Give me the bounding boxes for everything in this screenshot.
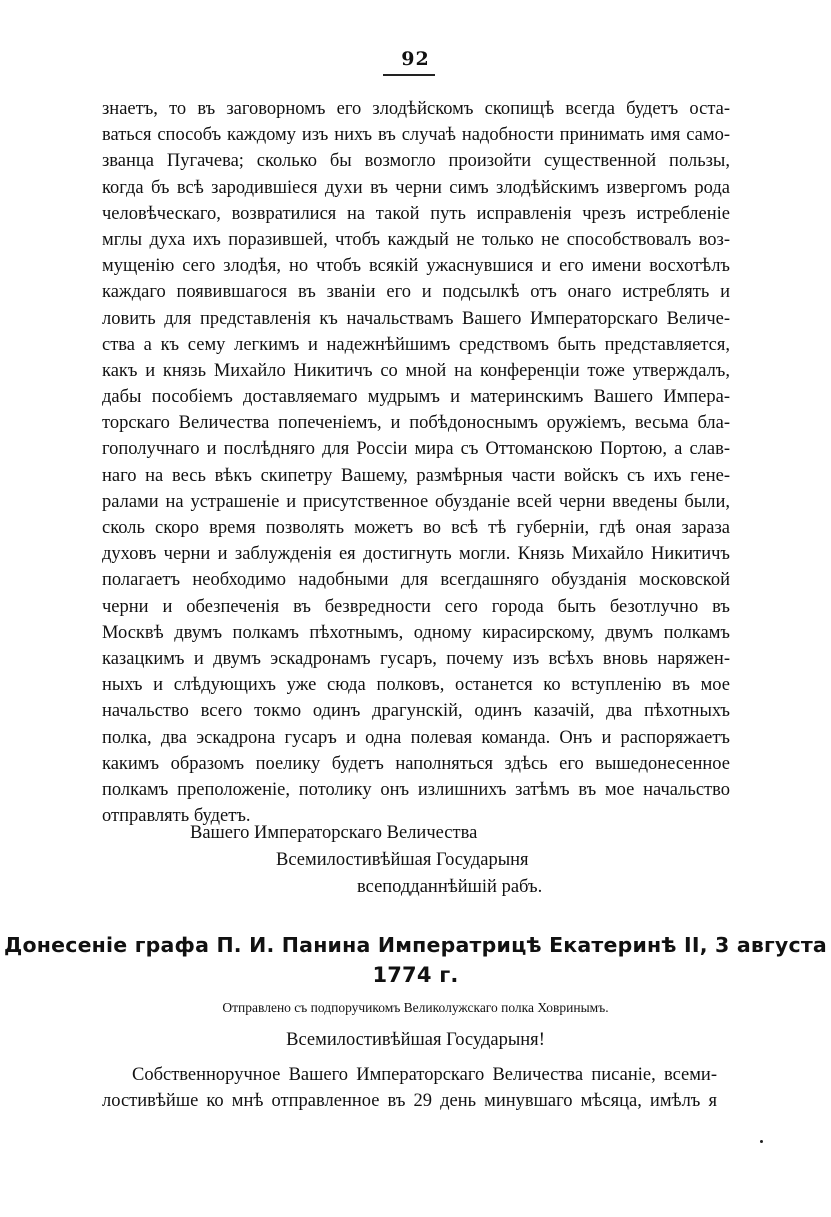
body-line: мглы духа ихъ поразившей, чтобъ каждый не только не способствовалъ воз- (102, 229, 730, 250)
body-line: когда бъ всѣ зародившiеся духи въ черни симъ злодѣйскимъ извергомъ рода (102, 177, 730, 198)
body-line: полкамъ преположенiе, потолику онъ излишнихъ затѣмъ въ мое начальство (102, 779, 730, 800)
dispatch-note: Отправлено съ подпоручикомъ Великолужскаго полка Ховринымъ. (222, 1000, 609, 1015)
signoff-line-title: Вашего Императорскаго Величества (190, 823, 478, 843)
body-line: сколь скоро время позволять можетъ во всѣ тѣ губернiи, гдѣ оная зараза (102, 518, 730, 538)
body-line: начальство всего токмо одинъ драгунскiй, одинъ казачiй, два пѣхотныхъ (102, 701, 730, 722)
body-line: ства а къ сему легкимъ и надежнѣйшимъ средствомъ быть представляется, (102, 334, 730, 355)
ink-speck (760, 1140, 763, 1143)
signoff-line-address: Всемилостивѣйшая Государыня (276, 850, 529, 870)
body-line: полагаетъ необходимо надобными для всегдашняго обузданiя московской (102, 570, 730, 591)
body-line: Москвѣ двумъ полкамъ пѣхотнымъ, одному кирасирскому, двумъ полкамъ (102, 622, 730, 643)
body-line: отправлять будетъ. (102, 806, 251, 827)
body-line: человѣческаго, возвратилися на такой путь исправленiя чрезъ истребленiе (102, 203, 730, 224)
body-line: ловить для представленiя къ начальствамъ Вашего Императорскаго Величе- (102, 308, 730, 329)
body-line: казацкимъ и двумъ эскадронамъ гусаръ, почему изъ всѣхъ вновь наряжен- (102, 648, 730, 669)
page-number-rule (383, 74, 435, 76)
body-line: ваться способъ каждому изъ нихъ въ случаѣ надобности принимать имя само- (102, 125, 730, 146)
section-heading-line: Донесенiе графа П. И. Панина Императрицѣ Екатеринѣ II, 3 августа (4, 933, 827, 957)
section-heading-date: 1774 г. (372, 963, 459, 987)
body-line: ралами на устрашенiе и присутственное обузданiе всей черни введены были, (102, 491, 730, 512)
body-line: дабы пособiемъ доставляемаго мудрымъ и материнскимъ Вашего Импера- (102, 387, 730, 408)
body-line: духовъ черни и заблужденiя ея достигнуть могли. Князь Михайло Никитичъ (102, 544, 730, 565)
body-line: какъ и князь Михайло Никитичъ со мной на конференцiи тоже утверждалъ, (102, 360, 730, 381)
body-line: полка, два эскадрона гусаръ и одна полевая команда. Онъ и распоряжаетъ (102, 727, 730, 748)
body-line: знаетъ, то въ заговорномъ его злодѣйскомъ скопищѣ всегда будетъ оста- (102, 99, 730, 119)
body-line: черни и обезпеченiя въ безвредности сего города быть безотлучно въ (102, 596, 730, 617)
letter-line: лостивѣйше ко мнѣ отправленное въ 29 день минувшаго мѣсяца, имѣлъ я (102, 1091, 717, 1112)
salutation: Всемилостивѣйшая Государыня! (286, 1030, 545, 1050)
body-line: какимъ образомъ поелику будетъ наполняться здѣсь его вышедонесенное (102, 753, 730, 774)
letter-line: Собственноручное Вашего Императорскаго Величества писанiе, всеми- (132, 1065, 717, 1085)
page-number: 92 (401, 48, 430, 70)
body-line: мущенiю сего злодѣя, но чтобъ всякiй ужаснувшися и его имени восхотѣлъ (102, 256, 730, 277)
letter-text (102, 1062, 717, 1114)
body-line: каждаго появившагося въ званiи его и подсылкѣ отъ онаго истреблять и (102, 282, 730, 303)
body-line: торскаго Величества попеченiемъ, и побѣдоноснымъ оружiемъ, весьма бла- (102, 413, 730, 434)
body-line: наго на весь вѣкъ скипетру Вашему, размѣрныя части войскъ съ ихъ гене- (102, 465, 730, 486)
section-heading (0, 930, 831, 990)
body-line: званца Пугачева; сколько бы возмогло произойти существенной пользы, (102, 151, 730, 172)
signoff-line-signature: всеподданнѣйшiй рабъ. (357, 877, 543, 897)
body-line: гополучнаго и послѣдняго для Россiи мира съ Оттоманскою Портою, а слав- (102, 439, 730, 460)
body-line: ныхъ и слѣдующихъ уже сюда полковъ, останется ко вступленiю въ мое (102, 675, 730, 696)
body-text (102, 96, 730, 829)
